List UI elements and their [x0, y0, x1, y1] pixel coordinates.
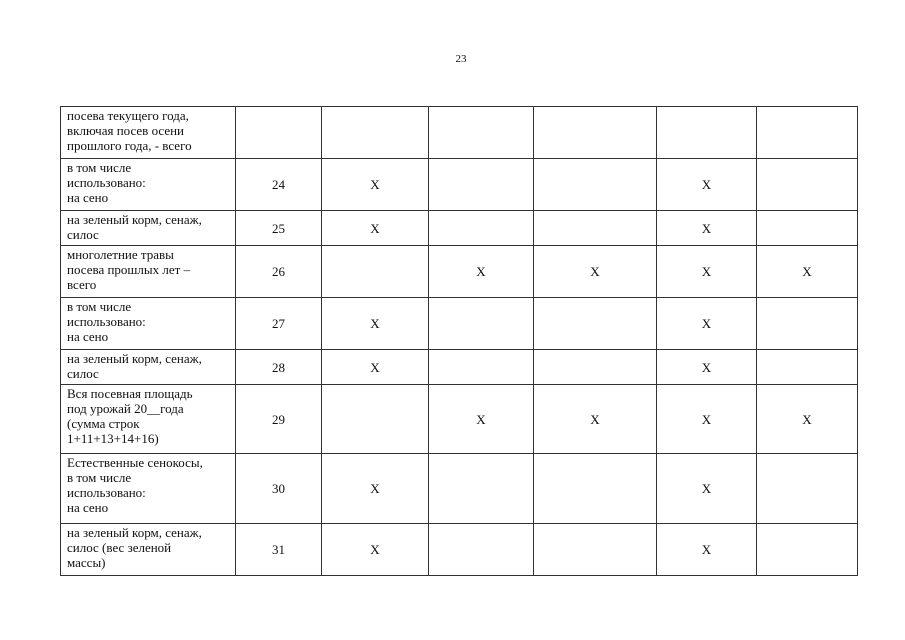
row-mark-cell: X	[322, 298, 429, 350]
row-mark-cell	[757, 454, 858, 524]
row-mark-cell	[322, 385, 429, 454]
row-mark-cell: X	[322, 159, 429, 211]
row-mark-cell	[534, 211, 657, 246]
row-label-line: (сумма строк	[67, 416, 140, 431]
row-code: 24	[236, 159, 322, 211]
row-label-line: 1+11+13+14+16)	[67, 431, 159, 446]
row-mark-cell: X	[534, 246, 657, 298]
row-mark-cell	[322, 107, 429, 159]
row-mark-cell	[429, 298, 534, 350]
row-mark-cell	[534, 350, 657, 385]
row-label-line: всего	[67, 277, 97, 292]
row-mark-cell	[534, 524, 657, 576]
row-label-line: на сено	[67, 500, 109, 515]
row-mark-cell	[429, 350, 534, 385]
row-code: 31	[236, 524, 322, 576]
row-label	[61, 159, 236, 211]
row-mark-cell: X	[429, 385, 534, 454]
row-label-line: посева текущего года,	[67, 108, 189, 123]
row-label-line: включая посев осени	[67, 123, 184, 138]
table-row	[61, 298, 858, 350]
row-label	[61, 107, 236, 159]
row-code: 29	[236, 385, 322, 454]
row-mark-cell: X	[757, 385, 858, 454]
row-label-line: посева прошлых лет –	[67, 262, 191, 277]
row-label-line: на зеленый корм, сенаж,	[67, 525, 202, 540]
row-label-line: силос	[67, 227, 99, 242]
row-code: 26	[236, 246, 322, 298]
table-row	[61, 159, 858, 211]
row-mark-cell	[757, 159, 858, 211]
row-code: 30	[236, 454, 322, 524]
row-label-line: под урожай 20__года	[67, 401, 184, 416]
row-mark-cell: X	[322, 524, 429, 576]
row-code: 27	[236, 298, 322, 350]
row-mark-cell	[534, 298, 657, 350]
row-label-line: в том числе	[67, 160, 132, 175]
table-row	[61, 524, 858, 576]
row-mark-cell	[757, 107, 858, 159]
row-code: 25	[236, 211, 322, 246]
row-mark-cell	[429, 159, 534, 211]
row-label-line: использовано:	[67, 485, 146, 500]
row-label	[61, 385, 236, 454]
row-mark-cell: X	[322, 454, 429, 524]
row-label	[61, 211, 236, 246]
row-code: 28	[236, 350, 322, 385]
row-label-line: на сено	[67, 190, 109, 205]
row-mark-cell	[429, 107, 534, 159]
row-label-line: на зеленый корм, сенаж,	[67, 351, 202, 366]
row-label	[61, 350, 236, 385]
row-mark-cell: X	[657, 211, 757, 246]
row-mark-cell: X	[657, 350, 757, 385]
row-mark-cell: X	[657, 385, 757, 454]
row-mark-cell	[429, 454, 534, 524]
row-mark-cell	[429, 211, 534, 246]
row-mark-cell	[757, 524, 858, 576]
row-mark-cell: X	[534, 385, 657, 454]
table-row	[61, 385, 858, 454]
table-row	[61, 107, 858, 159]
table-row	[61, 211, 858, 246]
table-row	[61, 246, 858, 298]
row-code	[236, 107, 322, 159]
row-mark-cell	[429, 524, 534, 576]
row-label	[61, 298, 236, 350]
row-mark-cell	[757, 211, 858, 246]
row-mark-cell: X	[657, 524, 757, 576]
page-number: 23	[455, 53, 467, 65]
row-mark-cell	[322, 246, 429, 298]
row-mark-cell	[534, 107, 657, 159]
row-mark-cell	[757, 350, 858, 385]
sown-area-table	[60, 106, 858, 576]
row-mark-cell	[657, 107, 757, 159]
row-label-line: силос	[67, 366, 99, 381]
row-label-line: Естественные сенокосы,	[67, 455, 203, 470]
row-label-line: использовано:	[67, 314, 146, 329]
row-label-line: силос (вес зеленой	[67, 540, 172, 555]
row-label-line: Вся посевная площадь	[67, 386, 193, 401]
row-label-line: в том числе	[67, 470, 132, 485]
row-label-line: прошлого года, - всего	[67, 138, 192, 153]
row-label	[61, 454, 236, 524]
row-mark-cell	[534, 159, 657, 211]
row-mark-cell	[534, 454, 657, 524]
row-mark-cell: X	[322, 350, 429, 385]
row-label-line: на зеленый корм, сенаж,	[67, 212, 202, 227]
row-mark-cell: X	[757, 246, 858, 298]
table-row	[61, 454, 858, 524]
row-mark-cell	[757, 298, 858, 350]
row-label	[61, 524, 236, 576]
row-mark-cell: X	[322, 211, 429, 246]
row-label	[61, 246, 236, 298]
row-mark-cell: X	[429, 246, 534, 298]
row-mark-cell: X	[657, 246, 757, 298]
row-mark-cell: X	[657, 159, 757, 211]
row-label-line: в том числе	[67, 299, 132, 314]
row-mark-cell: X	[657, 454, 757, 524]
row-mark-cell: X	[657, 298, 757, 350]
row-label-line: использовано:	[67, 175, 146, 190]
row-label-line: на сено	[67, 329, 109, 344]
row-label-line: многолетние травы	[67, 247, 174, 262]
table-row	[61, 350, 858, 385]
row-label-line: массы)	[67, 555, 106, 570]
